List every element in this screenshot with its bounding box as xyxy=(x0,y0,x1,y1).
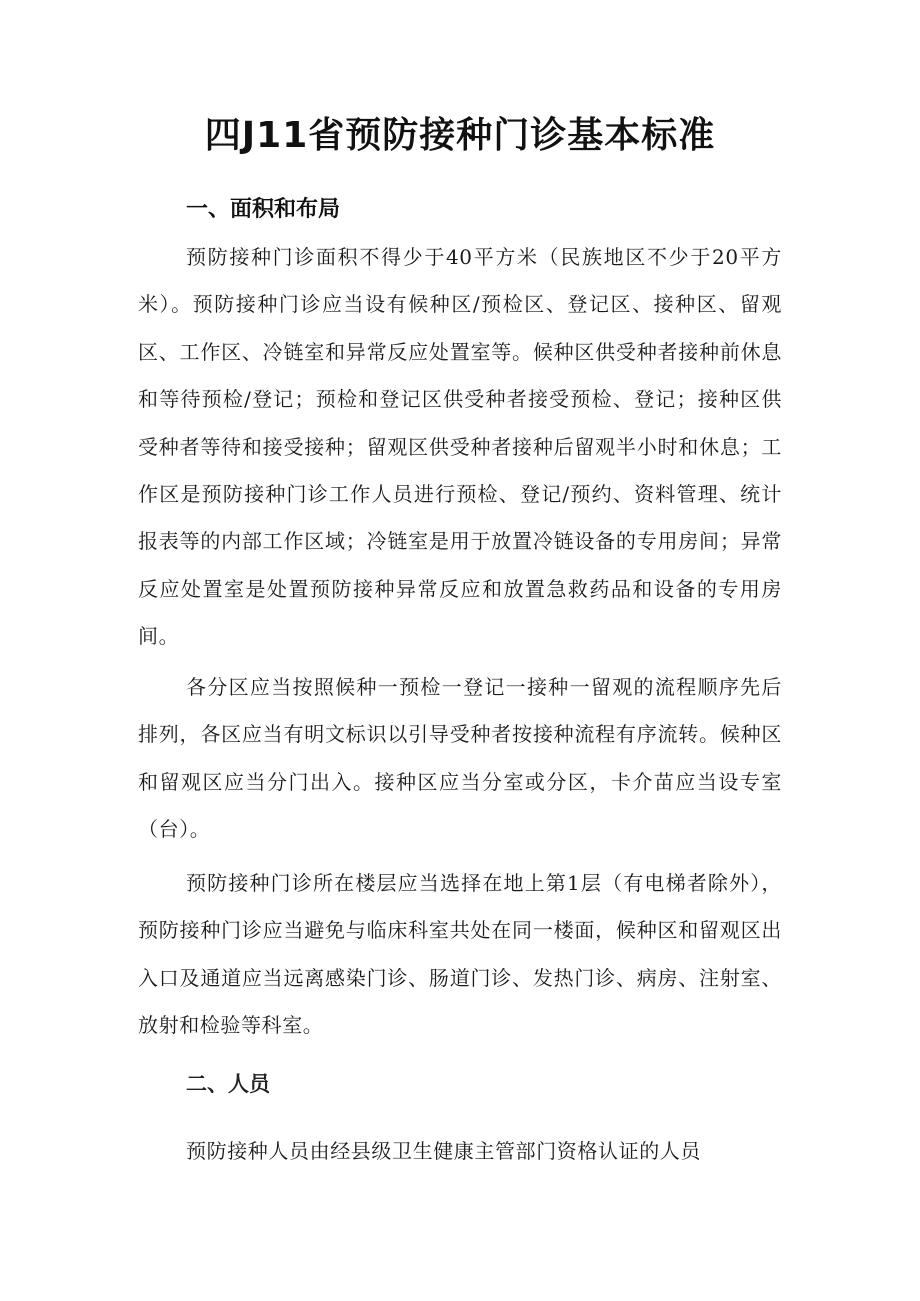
document-title: 四J11省预防接种门诊基本标准 xyxy=(204,115,716,156)
section-heading-personnel: 二、人员 xyxy=(186,1071,270,1096)
paragraph-personnel: 预防接种人员由经县级卫生健康主管部门资格认证的人员 xyxy=(186,1139,701,1163)
paragraph-zone-order: 各分区应当按照候种一预检一登记一接种一留观的流程顺序先后排列，各区应当有明文标识以引导受种者按接种流程有序流转。候种区和留观区应当分门出入。接种区应当分室或分区，卡介苗应当设专室（台）。 xyxy=(138,675,782,842)
section-heading-area-layout: 一、面积和布局 xyxy=(186,197,341,222)
paragraph-floor-location: 预防接种门诊所在楼层应当选择在地上第1层（有电梯者除外），预防接种门诊应当避免与临床科室共处在同一楼面，候种区和留观区出入口及通道应当远离感染门诊、肠道门诊、发热门诊、病房、注射室、放射和检验等科室。 xyxy=(138,871,782,1038)
paragraph-area-requirements: 预防接种门诊面积不得少于40平方米（民族地区不少于20平方米）。预防接种门诊应当设有候种区/预检区、登记区、接种区、留观区、工作区、冷链室和异常反应处置室等。候种区供受种者接种前休息和等待预检/登记；预检和登记区供受种者接受预检、登记；接种区供受种者等待和接受接种；留观区供受种者接种后留观半小时和休息；工作区是预防接种门诊工作人员进行预检、登记/预约、资料管理、统计报表等的内部工作区域；冷链室是用于放置冷链设备的专用房间；异常反应处置室是处置预防接种异常反应和放置急救药品和设备的专用房间。 xyxy=(138,245,782,649)
